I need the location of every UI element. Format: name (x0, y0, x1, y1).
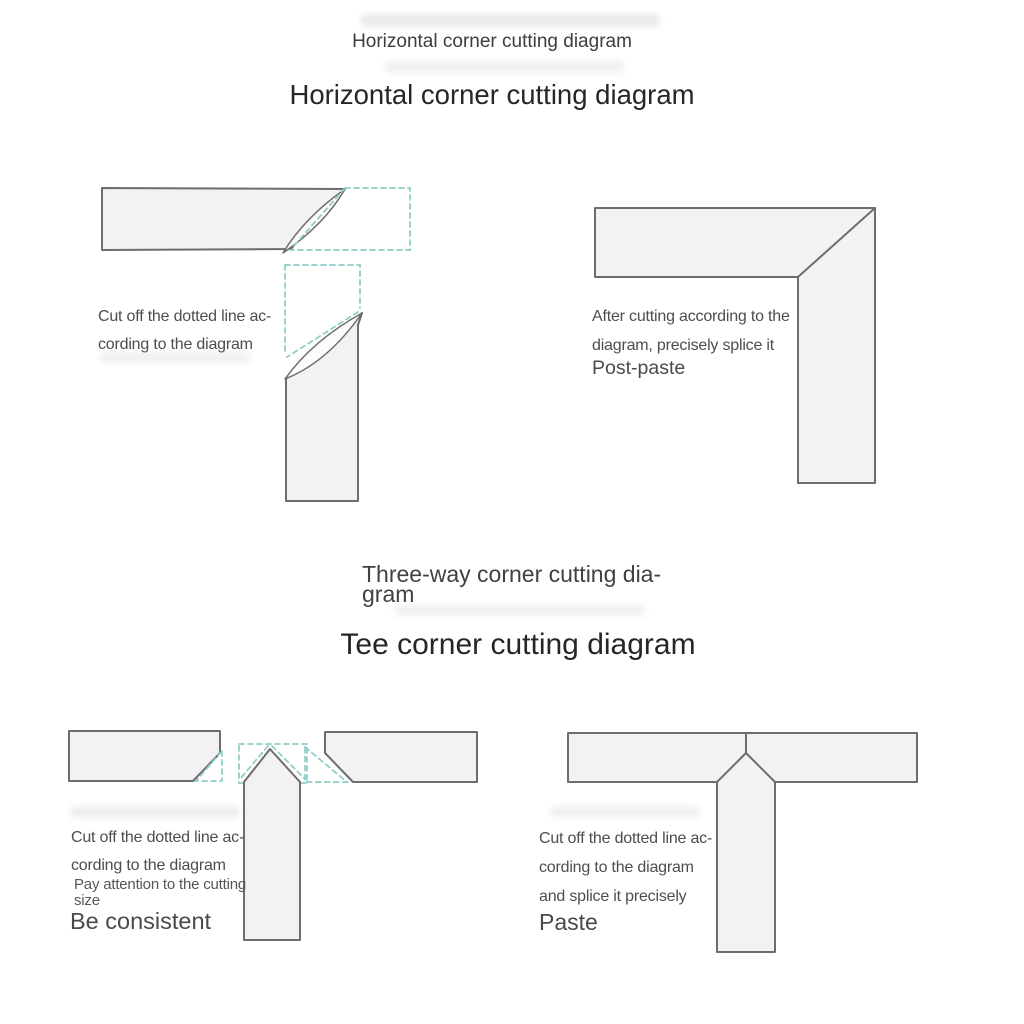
tee-section-title: Tee corner cutting diagram (340, 628, 696, 661)
horizontal-section-title: Horizontal corner cutting diagram (289, 79, 695, 110)
cut-instruction-note (98, 303, 271, 359)
tee-section-subtitle (362, 561, 662, 607)
paste-label: Paste (539, 909, 598, 935)
artifact-smudge-under-subtitle (385, 61, 625, 73)
left-strip-piece (69, 731, 220, 781)
right-strip-piece (325, 732, 477, 782)
splice-instruction-note-tee (539, 824, 712, 911)
be-consistent-label: Be consistent (70, 908, 212, 934)
note-line: cording to the diagram (539, 859, 694, 876)
note-line: cording to the diagram (98, 336, 253, 353)
artifact-smudge-top (360, 14, 660, 27)
note-line: Cut off the dotted line ac- (71, 829, 245, 846)
cut-instruction-note-tee (71, 824, 244, 880)
pointed-vertical-piece (244, 749, 300, 940)
horizontal-section-subtitle: Horizontal corner cutting diagram (352, 31, 632, 52)
subtitle-line: gram (362, 581, 415, 607)
note-line: size (74, 891, 100, 909)
artifact-smudge-above-tee-title (395, 605, 645, 616)
subtitle-line: Three-way corner cutting dia- (362, 561, 662, 587)
note-line: After cutting according to the (592, 308, 790, 325)
note-line: and splice it precisely (539, 888, 687, 905)
note-line: cording to the diagram (71, 857, 226, 874)
post-paste-label: Post-paste (592, 357, 686, 379)
note-line: Cut off the dotted line ac- (98, 308, 272, 325)
note-line: Cut off the dotted line ac- (539, 830, 713, 847)
note-line: Pay attention to the cutting (74, 876, 247, 893)
splice-instruction-note (592, 302, 790, 360)
note-line: diagram, precisely splice it (592, 337, 775, 354)
cutting-size-note (74, 877, 246, 908)
